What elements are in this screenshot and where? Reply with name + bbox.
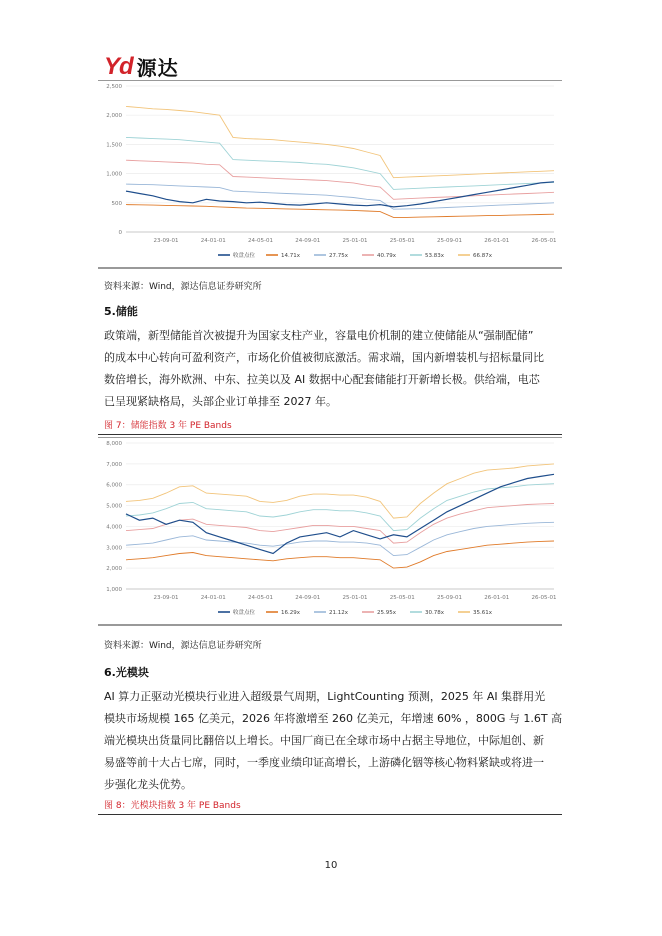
figure6-legend-label: 14.71x <box>281 253 301 259</box>
figure6-y-tick-label: 500 <box>111 200 122 207</box>
section6-line: 端光模块出货量同比翻倍以上增长。中国厂商已在全球市场中占据主导地位，中际旭创、新 <box>104 734 544 747</box>
figure7-legend-label: 30.78x <box>425 610 445 616</box>
section6-line: 易盛等前十大占七席，同时，一季度业绩印证高增长，上游磷化铟等核心物料紧缺或将进一 <box>104 756 544 769</box>
figure6-y-tick-label: 0 <box>118 230 122 236</box>
figure7-x-tick-label: 24-09-01 <box>295 595 321 601</box>
figure7-x-tick-label: 24-05-01 <box>248 595 273 601</box>
figure7-series-line <box>126 464 554 518</box>
figure7-x-tick-label: 25-01-01 <box>342 595 368 601</box>
figure7-x-tick-label: 26-05-01 <box>531 595 557 601</box>
figure6-x-tick-label: 24-09-01 <box>295 238 321 244</box>
figure7-series-line <box>126 541 554 568</box>
figure7-y-tick-label: 1,000 <box>106 587 122 593</box>
figure7-x-tick-label: 24-01-01 <box>200 595 226 601</box>
figure7-y-tick-label: 6,000 <box>106 482 122 489</box>
figure6-y-tick-label: 1,500 <box>106 142 122 149</box>
figure7-y-tick-label: 4,000 <box>106 524 122 531</box>
figure6-x-tick-label: 25-09-01 <box>437 238 462 244</box>
section6-line: AI 算力正驱动光模块行业进入超级景气周期，LightCounting 预测，2025 年 AI 集群用光 <box>104 690 546 703</box>
figure6-legend-label: 66.87x <box>473 253 493 259</box>
figure6-series-line <box>126 205 554 218</box>
section6-line: 模块市场规模 165 亿美元，2026 年将激增至 260 亿美元，年增速 60% ，800G 与 1.6T 高 <box>104 712 563 725</box>
figure6-chart <box>98 80 562 270</box>
figure6-y-tick-label: 2,500 <box>106 84 122 90</box>
figure6-x-tick-label: 24-01-01 <box>200 238 226 244</box>
logo-mark: Yd <box>104 52 133 80</box>
figure7-y-tick-label: 8,000 <box>106 441 122 447</box>
figure6-x-tick-label: 24-05-01 <box>248 238 273 244</box>
company-logo <box>104 52 179 81</box>
figure7-x-tick-label: 25-09-01 <box>437 595 462 601</box>
figure7-x-tick-label: 25-05-01 <box>389 595 415 601</box>
section5-line: 已呈现紧缺格局，头部企业订单排至 2027 年。 <box>104 395 337 408</box>
figure7-chart <box>98 437 562 627</box>
figure7-y-tick-label: 3,000 <box>106 545 122 552</box>
figure7-chart-svg <box>98 437 562 627</box>
figure7-legend-label: 21.12x <box>329 610 349 616</box>
figure7-x-tick-label: 26-01-01 <box>484 595 510 601</box>
figure7-series-line <box>126 522 554 555</box>
figure6-legend-label: 40.79x <box>377 253 397 259</box>
figure7-x-tick-label: 23-09-01 <box>153 595 179 601</box>
figure7-y-tick-label: 7,000 <box>106 461 122 468</box>
figure6-chart-svg <box>98 80 562 270</box>
figure6-x-tick-label: 26-01-01 <box>484 238 510 244</box>
figure6-series-line <box>126 106 554 177</box>
figure7-y-tick-label: 2,000 <box>106 566 122 573</box>
figure8-title: 图 8：光模块指数 3 年 PE Bands <box>98 798 562 815</box>
figure6-x-tick-label: 23-09-01 <box>153 238 179 244</box>
section5-line: 的成本中心转向可盈利资产，市场化价值被彻底激活。需求端，国内新增装机与招标量同比 <box>104 351 544 364</box>
section6-heading: 6.光模块 <box>104 666 149 679</box>
logo-text: 源达 <box>136 56 179 80</box>
figure7-legend-label: 收盘点位 <box>233 610 256 616</box>
figure6-series-line <box>126 184 554 209</box>
figure6-x-tick-label: 26-05-01 <box>531 238 557 244</box>
figure6-source: 资料来源：Wind，源达信息证券研究所 <box>104 282 262 292</box>
section5-line: 数倍增长，海外欧洲、中东、拉美以及 AI 数据中心配套储能打开新增长极。供给端，电芯 <box>104 373 540 386</box>
figure7-source: 资料来源：Wind，源达信息证券研究所 <box>104 641 262 651</box>
figure6-x-tick-label: 25-05-01 <box>389 238 415 244</box>
section6-paragraph <box>104 686 562 796</box>
figure7-legend-label: 25.95x <box>377 610 397 616</box>
figure6-legend-label: 53.83x <box>425 253 445 259</box>
page-number: 10 <box>324 860 338 871</box>
figure7-legend-label: 35.61x <box>473 610 493 616</box>
section5-paragraph <box>104 325 562 413</box>
figure6-legend-label: 27.75x <box>329 253 349 259</box>
figure6-y-tick-label: 1,000 <box>106 171 122 178</box>
figure6-legend-label: 收盘点位 <box>233 253 256 259</box>
figure7-y-tick-label: 5,000 <box>106 503 122 510</box>
section6-line: 步强化龙头优势。 <box>104 778 192 791</box>
section5-heading: 5.储能 <box>104 305 138 318</box>
section5-line: 政策端，新型储能首次被提升为国家支柱产业，容量电价机制的建立使储能从“强制配储” <box>104 329 534 342</box>
figure7-title: 图 7：储能指数 3 年 PE Bands <box>98 418 562 435</box>
figure7-legend-label: 16.29x <box>281 610 301 616</box>
figure6-y-tick-label: 2,000 <box>106 113 122 120</box>
figure6-x-tick-label: 25-01-01 <box>342 238 368 244</box>
